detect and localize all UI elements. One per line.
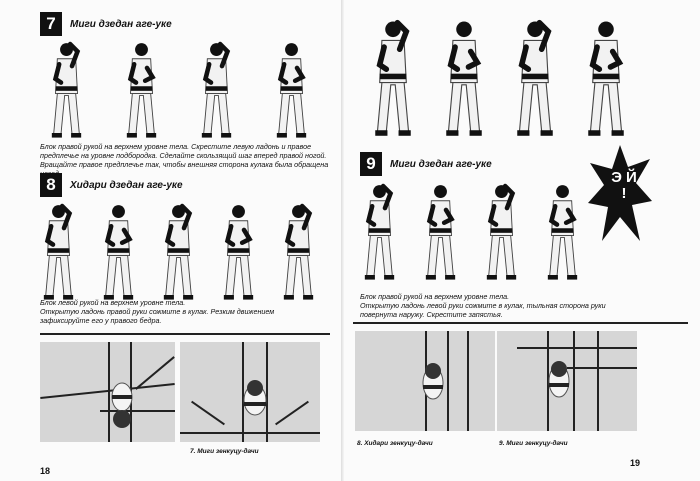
karateka-figure-icon bbox=[222, 200, 258, 302]
section-8-continued-figures bbox=[355, 8, 640, 138]
page-number: 19 bbox=[630, 458, 641, 468]
section-number: 7 bbox=[40, 12, 62, 36]
kiai-text: Э Й ! bbox=[611, 169, 637, 202]
section-title: Миги дзедан аге-уке bbox=[390, 158, 492, 170]
desc-line: Блок левой рукой на верхнем уровне тела. bbox=[40, 298, 186, 307]
karateka-figure-icon bbox=[485, 180, 521, 282]
karateka-figure-icon bbox=[282, 200, 318, 302]
section-8-description bbox=[40, 298, 340, 325]
karateka-figure-icon bbox=[275, 38, 311, 140]
section-9-description bbox=[360, 292, 660, 319]
karateka-figure-icon bbox=[200, 38, 236, 140]
page-number: 18 bbox=[40, 466, 51, 476]
section-7-figures bbox=[30, 30, 330, 140]
karateka-topview-icon bbox=[235, 372, 275, 432]
karateka-figure-icon bbox=[546, 180, 582, 282]
section-title: Миги дзедан аге-уке bbox=[70, 18, 172, 30]
desc-line: Открытую ладонь левой руки сожмите в кулак, тыльная сторона руки bbox=[360, 301, 606, 310]
karateka-figure-icon bbox=[363, 180, 399, 282]
desc-line: повернута наружу. Скрестите запястья. bbox=[360, 310, 503, 319]
desc-line: зафиксируйте его у правого бедра. bbox=[40, 316, 162, 325]
right-page bbox=[345, 0, 700, 481]
karateka-figure-icon bbox=[444, 16, 480, 138]
section-9-figures bbox=[350, 172, 595, 282]
karateka-figure-icon bbox=[50, 38, 86, 140]
karateka-figure-icon bbox=[125, 38, 161, 140]
karateka-figure-icon bbox=[424, 180, 460, 282]
desc-line: Открытую ладонь правой руки сожмите в кулак. Резким движением bbox=[40, 307, 275, 316]
section-divider bbox=[40, 333, 330, 335]
desc-line: Блок правой рукой на верхнем уровне тела. bbox=[360, 292, 510, 301]
karateka-topview-icon bbox=[539, 351, 579, 417]
karateka-figure-icon bbox=[102, 200, 138, 302]
karateka-figure-icon bbox=[586, 16, 622, 138]
floor-pattern-photo bbox=[40, 342, 175, 442]
karateka-figure-icon bbox=[515, 16, 551, 138]
desc-line: Блок правой рукой на верхнем уровне тела. Скрестите левую ладонь и правое bbox=[40, 142, 312, 151]
photo-caption: 9. Миги зенкуцу-дачи bbox=[499, 440, 568, 447]
desc-line: Вращайте правое предплечье так, чтобы внешняя сторона кулака была обращена bbox=[40, 160, 329, 169]
karateka-topview-icon bbox=[102, 377, 142, 437]
section-number: 9 bbox=[360, 152, 382, 176]
photo-caption: 7. Миги зенкуцу-дачи bbox=[190, 448, 259, 455]
section-title: Хидари дзедан аге-уке bbox=[70, 179, 183, 191]
floor-pattern-photo bbox=[355, 331, 495, 431]
section-number: 8 bbox=[40, 173, 62, 197]
floor-pattern-photo bbox=[180, 342, 320, 442]
left-page bbox=[0, 0, 345, 481]
karateka-topview-icon bbox=[413, 353, 453, 419]
karateka-figure-icon bbox=[373, 16, 409, 138]
karateka-figure-icon bbox=[42, 200, 78, 302]
section-divider bbox=[353, 322, 688, 324]
floor-pattern-photo bbox=[497, 331, 637, 431]
photo-caption: 8. Хидари зенкуцу-дачи bbox=[357, 440, 433, 447]
section-8-figures bbox=[30, 192, 330, 302]
desc-line: предплечье на уровне подбородка. Сделайте скользящий шаг вперед правой ногой. bbox=[40, 151, 327, 160]
karateka-figure-icon bbox=[162, 200, 198, 302]
